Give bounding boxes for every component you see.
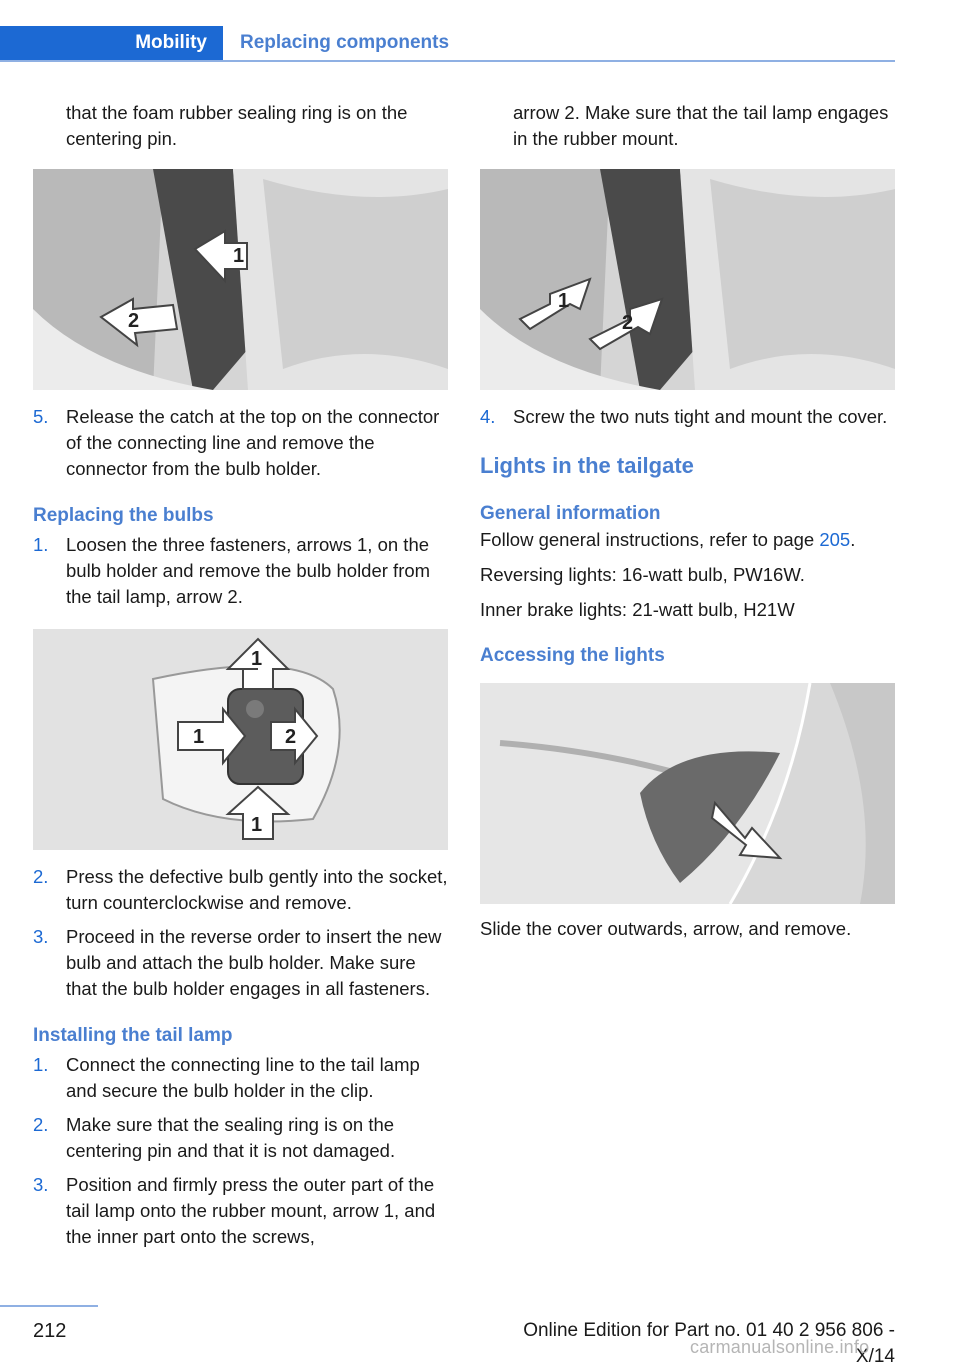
tail-lamp-mount-illustration [480, 169, 895, 390]
replacing-bulbs-heading: Replacing the bulbs [33, 505, 214, 526]
replacing-step-1 [33, 532, 448, 610]
footer-rule [0, 1305, 98, 1307]
right-column [480, 100, 895, 942]
step-text: Loosen the three fasteners, arrows 1, on the bulb holder and remove the bulb holder from the tail lamp, arrow 2. [66, 534, 431, 607]
slide-cover-text: Slide the cover outwards, arrow, and remove. [480, 918, 852, 939]
figure3-label-1: 1 [558, 290, 570, 312]
step-number: 3. [33, 926, 49, 947]
bulb-holder-figure [33, 629, 448, 850]
left-column [33, 100, 448, 1250]
tailgate-cover-illustration [480, 683, 895, 904]
general-info-heading: General information [480, 503, 661, 524]
tailgate-heading: Lights in the tailgate [480, 453, 694, 478]
step-5 [33, 404, 448, 482]
step-number: 4. [480, 406, 496, 427]
continued-text: arrow 2. Make sure that the tail lamp engages in the rubber mount. [513, 102, 889, 149]
intro-text: that the foam rubber sealing ring is on the centering pin. [66, 102, 408, 149]
bulb-holder-illustration [33, 629, 448, 850]
step-text: Connect the connecting line to the tail lamp and secure the bulb holder in the clip. [66, 1054, 420, 1101]
step-text: Release the catch at the top on the connector of the connecting line and remove the connector from the bulb holder. [66, 406, 440, 479]
step-number: 1. [33, 1054, 49, 1075]
page-header [0, 26, 895, 62]
step-number: 2. [33, 866, 49, 887]
section-tab[interactable]: Mobility [0, 26, 223, 60]
installing-step-2 [33, 1112, 448, 1164]
page-number: 212 [33, 1320, 67, 1342]
figure2-label-left: 1 [193, 726, 205, 748]
installing-step-1 [33, 1052, 448, 1104]
step-text: Make sure that the sealing ring is on the centering pin and that it is not damaged. [66, 1114, 396, 1161]
replacing-step-3 [33, 924, 448, 1002]
step-number: 5. [33, 406, 49, 427]
step-text: Position and firmly press the outer part of the tail lamp onto the rubber mount, arrow 1, and the inner part onto the screws, [66, 1174, 436, 1247]
figure1-label-2: 2 [128, 310, 140, 332]
figure1-label-1: 1 [233, 245, 245, 267]
step-number: 2. [33, 1114, 49, 1135]
tail-lamp-removal-illustration [33, 169, 448, 390]
header-rule [0, 60, 895, 62]
general-info-text [480, 527, 895, 553]
general-info-end: . [850, 529, 856, 550]
reversing-lights-text: Reversing lights: 16-watt bulb, PW16W. [480, 564, 805, 585]
general-info-lead: Follow general instructions, refer to page [480, 529, 820, 550]
installing-step-3 [33, 1172, 448, 1250]
step-number: 3. [33, 1174, 49, 1195]
installing-heading: Installing the tail lamp [33, 1025, 233, 1046]
step-number: 1. [33, 534, 49, 555]
step-text: Press the defective bulb gently into the socket, turn counterclockwise and remove. [66, 866, 448, 913]
figure2-label-right: 2 [285, 726, 297, 748]
figure2-label-top: 1 [251, 648, 263, 670]
watermark: carmanualsonline.info [690, 1337, 870, 1357]
step-text: Screw the two nuts tight and mount the cover. [513, 406, 888, 427]
page-reference-link[interactable]: 205 [819, 529, 851, 550]
figure2-label-bottom: 1 [251, 814, 263, 836]
tail-lamp-mount-figure [480, 169, 895, 390]
accessing-heading: Accessing the lights [480, 645, 665, 666]
figure3-label-2: 2 [622, 312, 634, 334]
brake-lights-text: Inner brake lights: 21-watt bulb, H21W [480, 599, 795, 620]
tail-lamp-removal-figure [33, 169, 448, 390]
chapter-title[interactable]: Replacing components [240, 32, 450, 53]
replacing-step-2 [33, 864, 448, 916]
step-text: Proceed in the reverse order to insert the new bulb and attach the bulb holder. Make sure that the bulb holder engages in all fasteners. [66, 926, 442, 999]
edition-note: Online Edition for Part no. 01 40 2 956 806 - X/14 [523, 1320, 895, 1367]
step-4 [480, 404, 895, 430]
tailgate-cover-figure [480, 683, 895, 904]
